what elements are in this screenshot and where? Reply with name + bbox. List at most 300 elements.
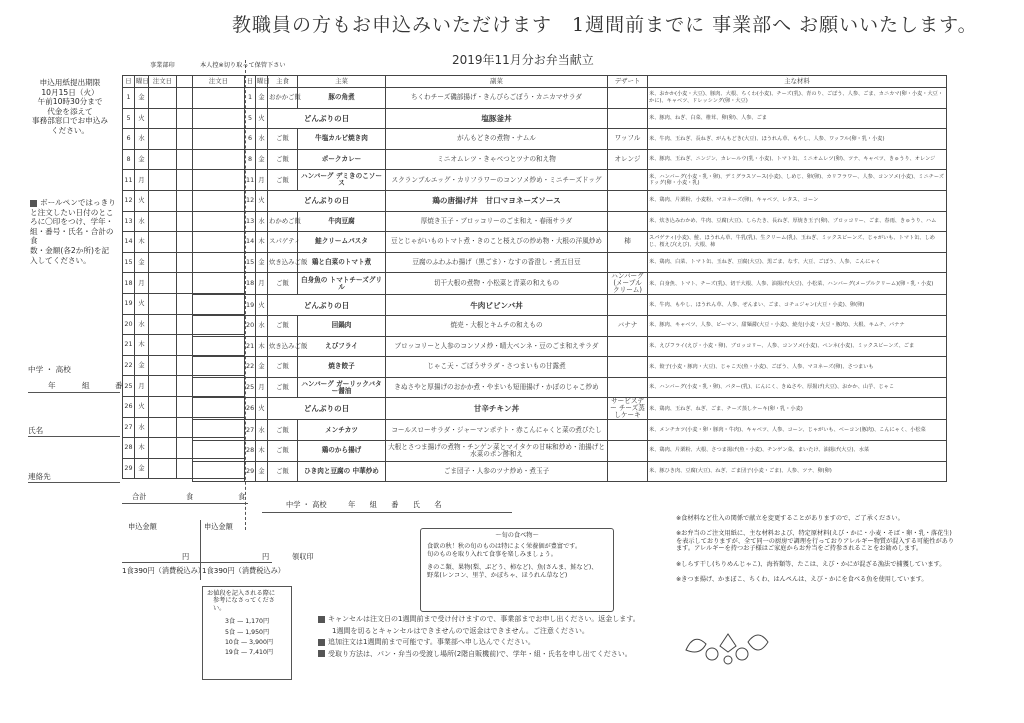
menu-order-cell[interactable] — [193, 461, 245, 482]
deadline-line: ください。 — [51, 125, 89, 135]
menu-order-cell[interactable] — [193, 170, 245, 191]
order-weekday-cell: 火 — [135, 190, 149, 211]
main-dish-cell: ハンバーグ デミきのこソース — [298, 170, 386, 191]
instruction-line: 組・番号・氏名・合計の食 — [30, 226, 114, 246]
staple-cell: ご飯 — [268, 377, 298, 398]
menu-row — [193, 295, 947, 316]
main-dish-cell: 牛肉豆腐 — [298, 211, 386, 232]
menu-order-cell[interactable] — [193, 273, 245, 295]
instruction-line: と注文したい日付のとこ — [30, 207, 114, 217]
deadline-line: 事務部窓口でお申込み — [32, 116, 108, 126]
menu-order-cell[interactable] — [193, 88, 245, 109]
menu-date-cell: 11 — [245, 170, 256, 191]
order-date-cell: 27 — [123, 417, 135, 438]
menu-order-cell[interactable] — [193, 108, 245, 129]
dessert-cell: ワッフル — [608, 129, 648, 150]
menu-weekday-cell: 火 — [256, 295, 268, 316]
deadline-line: 午前10時30分まで — [37, 97, 103, 107]
price-line: 19食 — 7,410円 — [225, 649, 274, 657]
dessert-cell — [608, 211, 648, 232]
menu-order-cell[interactable] — [193, 252, 245, 273]
menu-order-cell[interactable] — [193, 129, 245, 150]
receipt-label: 領収印 — [292, 552, 314, 561]
menu-row — [193, 357, 947, 378]
main-dish-cell: 牛塩カルビ焼き肉 — [298, 129, 386, 150]
instruction-line: 入してください。 — [30, 255, 91, 265]
order-weekday-cell: 月 — [135, 376, 149, 397]
order-date-cell: 28 — [123, 438, 135, 459]
col-header-dessert: デザート — [608, 76, 648, 88]
menu-order-cell[interactable] — [193, 232, 245, 253]
donburi-day-label: どんぶりの日 — [268, 108, 386, 129]
menu-order-cell[interactable] — [193, 336, 245, 357]
handwritten-note: 教職員の方もお申込みいただけます 1週間前までに 事業部へ お願いいたします。 — [232, 14, 978, 36]
order-date-cell: 8 — [123, 149, 135, 170]
side-dish-cell: 切干大根の煮物・小松菜と青菜の和えもの — [386, 273, 608, 295]
order-date-cell: 22 — [123, 355, 135, 376]
menu-order-cell[interactable] — [193, 440, 245, 461]
ingredients-cell: 米、豚肉、ねぎ、白菜、椎茸、卵(卵)、人参、ごま — [648, 108, 947, 129]
price-box-title: お値段を記入される際に — [207, 590, 276, 597]
donburi-dish: 牛肉ビビンバ丼 — [386, 295, 608, 316]
order-check-cell[interactable] — [149, 314, 177, 335]
notes-block — [318, 614, 648, 660]
menu-weekday-cell: 金 — [256, 461, 268, 482]
school-label: 中学 ・ 高校 — [28, 365, 71, 374]
order-date-cell: 18 — [123, 273, 135, 294]
order-date-cell: 29 — [123, 458, 135, 479]
total-line — [122, 503, 248, 504]
donburi-day-label: どんぶりの日 — [268, 398, 386, 420]
right-note: ※食材料など仕入の関係で献立を変更することがありますので、ご了承ください。 — [676, 515, 904, 522]
side-dish-cell: 焼売・大根とキムチの和えもの — [386, 315, 608, 336]
price-note-left: 1食390円（消費税込み） — [122, 566, 205, 575]
note-line: キャンセルは注文日の1週間前まで受け付けますので、事業部までお申し出ください。返金します。 — [328, 615, 640, 623]
seasonal-food-box — [420, 528, 614, 612]
col-header-date-2: 日 — [245, 76, 256, 88]
seasonal-line: 野菜(レンコン、里芋、かぼちゃ、ほうれん草など) — [427, 571, 568, 579]
deadline-line: 代金を添えて — [47, 106, 93, 116]
order-check-cell[interactable] — [149, 190, 177, 211]
contact-line — [28, 482, 120, 483]
main-dish-cell: ひき肉と豆腐の 中華炒め — [298, 461, 386, 482]
ingredients-cell: 米、豚肉、玉ねぎ、ニンジン、カレールウ(乳・小麦)、トマト缶、ミニオムレツ(卵)、ツナ、キャベツ、きゅうり、オレンジ — [648, 149, 947, 170]
main-dish-cell: 焼き餃子 — [298, 357, 386, 378]
order-check-cell[interactable] — [149, 211, 177, 232]
menu-row — [193, 88, 947, 109]
menu-date-cell: 14 — [245, 232, 256, 253]
order-weekday-cell: 金 — [135, 355, 149, 376]
menu-row — [193, 252, 947, 273]
menu-date-cell: 8 — [245, 149, 256, 170]
menu-date-cell: 27 — [245, 420, 256, 441]
dessert-cell — [608, 336, 648, 357]
amount-label-right: 申込金額 — [204, 522, 233, 531]
dessert-cell — [608, 420, 648, 441]
menu-row — [193, 398, 947, 420]
order-date-cell: 11 — [123, 170, 135, 191]
ingredients-cell: 米、餃子(小麦・豚肉・大豆)、じゃこ天(魚・小麦)、ごぼう、人参、マヨネーズ(卵)、さつまいも — [648, 357, 947, 378]
menu-row — [193, 440, 947, 461]
donburi-dish: 鶏の唐揚げ丼 甘口マヨネーズソース — [386, 190, 608, 211]
price-reference-box — [202, 586, 292, 680]
menu-order-cell[interactable] — [193, 190, 245, 211]
staple-cell: 炊き込みご飯 — [268, 336, 298, 357]
staple-cell: おかかご飯 — [268, 88, 298, 109]
bullet-icon — [318, 639, 325, 646]
menu-weekday-cell: 木 — [256, 440, 268, 461]
order-date-cell: 6 — [123, 129, 135, 150]
dessert-cell — [608, 108, 648, 129]
side-dish-cell: コールスローサラダ・ジャーマンポテト・赤こんにゃくと菜の煮びたし — [386, 420, 608, 441]
ingredients-cell: 米、白身魚、トマト、チーズ(乳)、切干大根、人参、油揚げ(大豆)、小松菜、ハンバーグ(メープルクリーム)(卵・乳・小麦) — [648, 273, 947, 295]
menu-row — [193, 336, 947, 357]
order-check-cell[interactable] — [149, 170, 177, 191]
main-dish-cell: 鶏のから揚げ — [298, 440, 386, 461]
ingredients-cell: 米、牛肉、もやし、ほうれん草、人参、ぜんまい、ごま、コチュジャン(大豆・小麦)、卵(卵) — [648, 295, 947, 316]
order-weekday-cell: 火 — [135, 293, 149, 314]
menu-order-cell[interactable] — [193, 377, 245, 398]
order-check-cell[interactable] — [149, 252, 177, 273]
order-date-cell: 21 — [123, 335, 135, 356]
donburi-dish: 甘辛チキン丼 — [386, 398, 608, 420]
menu-weekday-cell: 木 — [256, 336, 268, 357]
staple-cell: ご飯 — [268, 440, 298, 461]
dessert-cell — [608, 252, 648, 273]
menu-date-cell: 28 — [245, 440, 256, 461]
order-weekday-cell: 火 — [135, 396, 149, 417]
side-dish-cell: 豆腐のふわふわ揚げ（黒ごま）・なすの香澄し・煮五目豆 — [386, 252, 608, 273]
note-line: 受取り方法は、パン・弁当の受渡し場所(2階自販機前)で、学年・組・氏名を申し出てください。 — [328, 649, 632, 658]
side-dish-cell: スクランブルエッグ・カリフラワーのコンソメ炒め・ミニチーズドッグ — [386, 170, 608, 191]
order-check-cell[interactable] — [149, 396, 177, 417]
side-dish-cell: ちくわチーズ磯部揚げ・きんぴらごぼう・カニカマサラダ — [386, 88, 608, 109]
order-date-cell: 19 — [123, 293, 135, 314]
side-dish-cell: 豆とじゃがいものトマト煮・きのこと桜えびの炒め物・大根の洋風炒め — [386, 232, 608, 253]
menu-date-cell: 6 — [245, 129, 256, 150]
col-header-weekday: 曜日 — [135, 76, 149, 88]
main-dish-cell: えびフライ — [298, 336, 386, 357]
order-weekday-cell: 水 — [135, 129, 149, 150]
order-weekday-cell: 金 — [135, 458, 149, 479]
seasonal-line: 食欲の秋！秋の旬のものは特によく栄養価が豊富です。 — [427, 543, 582, 551]
donburi-day-label: どんぶりの日 — [268, 295, 386, 316]
col-header-order-date-2: 注文日 — [193, 76, 245, 88]
amount-label-left: 申込金額 — [128, 522, 157, 531]
main-dish-cell: 回鍋肉 — [298, 315, 386, 336]
order-date-cell: 12 — [123, 190, 135, 211]
order-check-cell[interactable] — [149, 376, 177, 397]
menu-weekday-cell: 水 — [256, 129, 268, 150]
deadline-line: 申込用紙提出期限 — [39, 78, 101, 87]
order-weekday-cell: 金 — [135, 252, 149, 273]
ingredients-cell: 米、豚ひき肉、豆腐(大豆)、ねぎ、ごま団子(小麦・ごま)、人参、ツナ、卵(卵) — [648, 461, 947, 482]
dessert-cell — [608, 377, 648, 398]
right-notes-block — [676, 515, 956, 583]
menu-date-cell: 13 — [245, 211, 256, 232]
menu-weekday-cell: 水 — [256, 315, 268, 336]
menu-row — [193, 461, 947, 482]
price-line: 10食 — 3,900円 — [225, 639, 274, 647]
note-line: 1週間を切るとキャンセルはできませんので返金はできません。ご注意ください。 — [332, 626, 589, 635]
menu-weekday-cell: 月 — [256, 377, 268, 398]
ingredients-cell: 米、鶏肉、片栗粉、小麦粉、マヨネーズ(卵)、キャベツ、レタス、コーン — [648, 190, 947, 211]
dessert-cell: サービスデー チーズ蒸しケーキ — [608, 398, 648, 420]
main-dish-cell: 鶏と白菜のトマト煮 — [298, 252, 386, 273]
menu-weekday-cell: 金 — [256, 357, 268, 378]
ingredients-cell: 米、ハンバーグ(小麦・乳・卵)、バター(乳)、にんにく、きぬさや、厚揚げ(大豆)、おかか、山芋、じゃこ — [648, 377, 947, 398]
menu-date-cell: 25 — [245, 377, 256, 398]
staple-cell: ご飯 — [268, 420, 298, 441]
col-header-staple: 主食 — [268, 76, 298, 88]
bullet-icon — [318, 650, 325, 657]
order-check-cell[interactable] — [149, 458, 177, 479]
order-check-cell[interactable] — [149, 417, 177, 438]
ingredients-cell: 米、鶏肉、片栗粉、大根、さつま揚げ(魚・小麦)、チンゲン菜、まいたけ、油揚げ(大豆)、水菜 — [648, 440, 947, 461]
col-header-weekday-2: 曜日 — [256, 76, 268, 88]
col-header-main: 主菜 — [298, 76, 386, 88]
staple-cell: ご飯 — [268, 461, 298, 482]
order-date-cell: 14 — [123, 232, 135, 253]
menu-order-cell[interactable] — [193, 211, 245, 232]
dessert-cell — [608, 461, 648, 482]
autumn-illustration-icon — [676, 620, 776, 668]
menu-row — [193, 420, 947, 441]
side-dish-cell: 大根とさつま揚げの煮物・チンゲン菜とマイタケの甘味和炒め・油揚げと水菜のポン酢和え — [386, 440, 608, 461]
yen-left: 円 — [182, 552, 190, 561]
menu-weekday-cell: 水 — [256, 420, 268, 441]
order-date-cell: 20 — [123, 314, 135, 335]
col-header-date: 日 — [123, 76, 135, 88]
menu-row — [193, 129, 947, 150]
number-label: 番 — [115, 381, 123, 390]
menu-date-cell: 29 — [245, 461, 256, 482]
seasonal-line: きのこ類、果物(梨、ぶどう、柿など)、魚(さんま、鮭など)、 — [427, 564, 598, 572]
ingredients-cell: 米、炊き込みわかめ、牛肉、豆腐(大豆)、しらたき、長ねぎ、厚焼き玉子(卵)、ブロッコリー、ごま、春雨、きゅうり、ハム — [648, 211, 947, 232]
bottom-name-line — [262, 512, 512, 513]
menu-date-cell: 22 — [245, 357, 256, 378]
contact-label: 連絡先 — [28, 472, 51, 481]
ingredients-cell: 米、えびフライ(えび・小麦・卵)、ブロッコリー、人参、コンソメ(小麦)、ペンネ(小麦)、ミックスビーンズ、ごま — [648, 336, 947, 357]
bullet-icon — [30, 200, 37, 207]
menu-order-cell[interactable] — [193, 420, 245, 441]
dessert-cell: ハンバーグ (メープル クリーム) — [608, 273, 648, 295]
bullet-icon — [318, 616, 325, 623]
instructions-block — [30, 198, 120, 265]
menu-row — [193, 377, 947, 398]
order-check-cell[interactable] — [149, 438, 177, 459]
side-dish-cell: ブロッコリーと人参のコンソメ炒・晴大ベンネ・豆のごま和えサラダ — [386, 336, 608, 357]
menu-date-cell: 21 — [245, 336, 256, 357]
order-date-cell: 15 — [123, 252, 135, 273]
staple-cell: スパゲティ — [268, 232, 298, 253]
menu-weekday-cell: 月 — [256, 170, 268, 191]
menu-row — [193, 315, 947, 336]
side-dish-cell: じゃこ天・ごぼうサラダ・さつまいもの甘露煮 — [386, 357, 608, 378]
menu-date-cell: 19 — [245, 295, 256, 316]
donburi-day-label: どんぶりの日 — [268, 190, 386, 211]
ingredients-cell: 米、牛肉、玉ねぎ、長ねぎ、がんもどき(大豆)、ほうれん草、もやし、人参、ワッフル(卵・乳・小麦) — [648, 129, 947, 150]
dessert-cell: バナナ — [608, 315, 648, 336]
dessert-cell — [608, 170, 648, 191]
menu-order-cell[interactable] — [193, 295, 245, 316]
order-weekday-cell: 金 — [135, 88, 149, 109]
deadline-line: 10月15日（火） — [41, 87, 99, 97]
order-date-cell: 26 — [123, 396, 135, 417]
menu-table — [192, 75, 947, 482]
menu-weekday-cell: 月 — [256, 273, 268, 295]
dessert-cell: オレンジ — [608, 149, 648, 170]
menu-date-cell: 26 — [245, 398, 256, 420]
side-dish-cell: がんもどきの煮物・ナムル — [386, 129, 608, 150]
dessert-cell — [608, 440, 648, 461]
dessert-cell — [608, 295, 648, 316]
col-header-ingredients: 主な材料 — [648, 76, 947, 88]
total-label: 合計 — [132, 492, 147, 501]
order-weekday-cell: 木 — [135, 232, 149, 253]
staple-cell: ご飯 — [268, 273, 298, 295]
page-title: 2019年11月分お弁当献立 — [452, 53, 594, 67]
order-check-cell[interactable] — [149, 293, 177, 314]
order-check-cell[interactable] — [149, 273, 177, 294]
order-check-cell[interactable] — [149, 108, 177, 129]
order-weekday-cell: 水 — [135, 211, 149, 232]
honnin-label: 本人控※切り取って保管下さい — [200, 62, 286, 69]
ingredients-cell: 米、ハンバーグ(小麦・乳・卵)、デミグラスソース(小麦)、しめじ、卵(卵)、カリフラワー、人参、コンソメ(小麦)、ミニチーズドッグ(卵・小麦・乳) — [648, 170, 947, 191]
order-check-cell[interactable] — [149, 355, 177, 376]
jigyobu-stamp-label: 事業部印 — [150, 62, 175, 69]
menu-weekday-cell: 火 — [256, 398, 268, 420]
order-date-cell: 5 — [123, 108, 135, 129]
ingredients-cell: 米、おかか(小麦・大豆)、豚肉、大根、ちくわ(小麦)、チーズ(乳)、青のり、ごぼう、人参、ごま、カニカマ(卵・小麦・大豆・かに)、キャベツ、ドレッシング(卵・大豆) — [648, 88, 947, 109]
menu-order-cell[interactable] — [193, 398, 245, 420]
col-header-order-date: 注文日 — [149, 76, 177, 88]
ingredients-cell: 米、メンチカツ(小麦・卵・豚肉・牛肉)、キャベツ、人参、コーン、じゃがいも、ベーコン(豚肉)、こんにゃく、小松菜 — [648, 420, 947, 441]
dessert-cell: 柿 — [608, 232, 648, 253]
bottom-school-line: 中学 ・ 高校 年 組 番 氏 名 — [286, 500, 442, 509]
menu-weekday-cell: 金 — [256, 149, 268, 170]
staple-cell: ご飯 — [268, 149, 298, 170]
staple-cell: ご飯 — [268, 170, 298, 191]
main-dish-cell: メンチカツ — [298, 420, 386, 441]
right-note: ※きつま揚げ、かまぼこ、ちくわ、はんぺんは、えび・かにを食べる魚を使用しています。 — [676, 576, 928, 584]
yen-right: 円 — [262, 552, 270, 561]
price-line: 3食 — 1,170円 — [225, 618, 270, 626]
menu-row — [193, 273, 947, 295]
order-date-cell: 1 — [123, 88, 135, 109]
menu-row — [193, 232, 947, 253]
main-dish-cell: ポークカレー — [298, 149, 386, 170]
col-header-side: 副菜 — [386, 76, 608, 88]
instruction-line: ろに〇印をつけ、学年・ — [30, 217, 114, 227]
menu-date-cell: 15 — [245, 252, 256, 273]
seasonal-title: ～旬の食べ物～ — [495, 532, 539, 539]
order-date-cell: 13 — [123, 211, 135, 232]
right-note: ※お弁当のご注文用紙に、主な材料および、特定原材料(えび・かに・小麦・そば・卵・乳・落花生)を表示しておりますが、全て同一の厨房で調理を行っておりアレルギー物質が混入する可能性があります。アレルギーを持つお子様はご家庭からお弁当をご持参されることをお勧めします。 — [676, 530, 955, 553]
price-line: 5食 — 1,950円 — [225, 628, 270, 636]
menu-weekday-cell: 水 — [256, 211, 268, 232]
menu-row — [193, 211, 947, 232]
menu-date-cell: 1 — [245, 88, 256, 109]
price-box-title: 参考になさってください。 — [213, 597, 275, 612]
order-weekday-cell: 火 — [135, 108, 149, 129]
ingredients-cell: スパゲティ(小麦)、鮭、ほうれん草、牛乳(乳)、生クリーム(乳)、玉ねぎ、ミックスビーンズ、じゃがいも、トマト缶、しめじ、桜えび(えび)、大根、柿 — [648, 232, 947, 253]
order-check-cell[interactable] — [149, 149, 177, 170]
menu-weekday-cell: 木 — [256, 232, 268, 253]
order-weekday-cell: 木 — [135, 438, 149, 459]
name-line — [28, 436, 120, 437]
grade-line — [28, 392, 120, 393]
amount-line — [122, 562, 272, 563]
menu-order-cell[interactable] — [193, 357, 245, 378]
menu-date-cell: 20 — [245, 315, 256, 336]
menu-row — [193, 149, 947, 170]
order-weekday-cell: 木 — [135, 335, 149, 356]
grade-label: 年 — [48, 381, 56, 390]
order-weekday-cell: 月 — [135, 273, 149, 294]
amount-divider — [200, 520, 201, 580]
order-check-cell[interactable] — [149, 129, 177, 150]
order-check-cell[interactable] — [149, 88, 177, 109]
order-weekday-cell: 月 — [135, 170, 149, 191]
menu-row — [193, 170, 947, 191]
staple-cell: 炊き込みご飯 — [268, 252, 298, 273]
side-dish-cell: ごま団子・人参のツナ炒め・煮玉子 — [386, 461, 608, 482]
menu-weekday-cell: 金 — [256, 252, 268, 273]
order-check-cell[interactable] — [149, 335, 177, 356]
note-line: 追加注文は1週間前まで可能です。事業部へ申し込んでください。 — [328, 638, 535, 646]
ingredients-cell: 米、鶏肉、玉ねぎ、ねぎ、ごま、チーズ蒸しケーキ(卵・乳・小麦) — [648, 398, 947, 420]
dessert-cell — [608, 88, 648, 109]
name-label: 氏名 — [28, 426, 44, 435]
menu-row — [193, 190, 947, 211]
side-dish-cell: ミニオムレツ・きゃべつとツナの和え物 — [386, 149, 608, 170]
staple-cell: ご飯 — [268, 357, 298, 378]
seasonal-line: 旬のものを取り入れて食事を楽しみましょう。 — [427, 550, 557, 558]
order-check-cell[interactable] — [149, 232, 177, 253]
instruction-line: 数・金額(各2か所)を記 — [30, 245, 110, 255]
order-weekday-cell: 金 — [135, 149, 149, 170]
staple-cell: ご飯 — [268, 315, 298, 336]
order-weekday-cell: 水 — [135, 314, 149, 335]
side-dish-cell: きぬさやと厚揚げのおかか煮・やまいも短冊揚げ・かぼのじゃこ炒め — [386, 377, 608, 398]
donburi-dish: 塩豚釜丼 — [386, 108, 608, 129]
menu-order-cell[interactable] — [193, 149, 245, 170]
menu-date-cell: 5 — [245, 108, 256, 129]
side-dish-cell: 厚焼き玉子・ブロッコリーのごま和え・春雨サラダ — [386, 211, 608, 232]
menu-date-cell: 12 — [245, 190, 256, 211]
main-dish-cell: 豚の角煮 — [298, 88, 386, 109]
menu-weekday-cell: 火 — [256, 190, 268, 211]
main-dish-cell: 白身魚の トマトチーズグリル — [298, 273, 386, 295]
count-unit-2: 食 — [238, 492, 246, 501]
ingredients-cell: 米、鶏肉、白菜、トマト缶、玉ねぎ、豆腐(大豆)、黒ごま、なす、大豆、ごぼう、人参、こんにゃく — [648, 252, 947, 273]
deadline-block — [25, 78, 115, 136]
count-unit: 食 — [186, 492, 194, 501]
order-weekday-cell: 水 — [135, 417, 149, 438]
main-dish-cell: ハンバーグ ガーリックバター醤油 — [298, 377, 386, 398]
dessert-cell — [608, 190, 648, 211]
menu-order-cell[interactable] — [193, 315, 245, 336]
staple-cell: わかめご飯 — [268, 211, 298, 232]
dessert-cell — [608, 357, 648, 378]
menu-weekday-cell: 火 — [256, 108, 268, 129]
menu-row — [193, 108, 947, 129]
ingredients-cell: 米、豚肉、キャベツ、人参、ピーマン、甜麺醤(大豆・小麦)、焼売(小麦・大豆・豚肉)、大根、キムチ、バナナ — [648, 315, 947, 336]
class-label: 組 — [82, 381, 90, 390]
instruction-line: ボールペンではっきり — [40, 198, 116, 207]
order-date-cell: 25 — [123, 376, 135, 397]
